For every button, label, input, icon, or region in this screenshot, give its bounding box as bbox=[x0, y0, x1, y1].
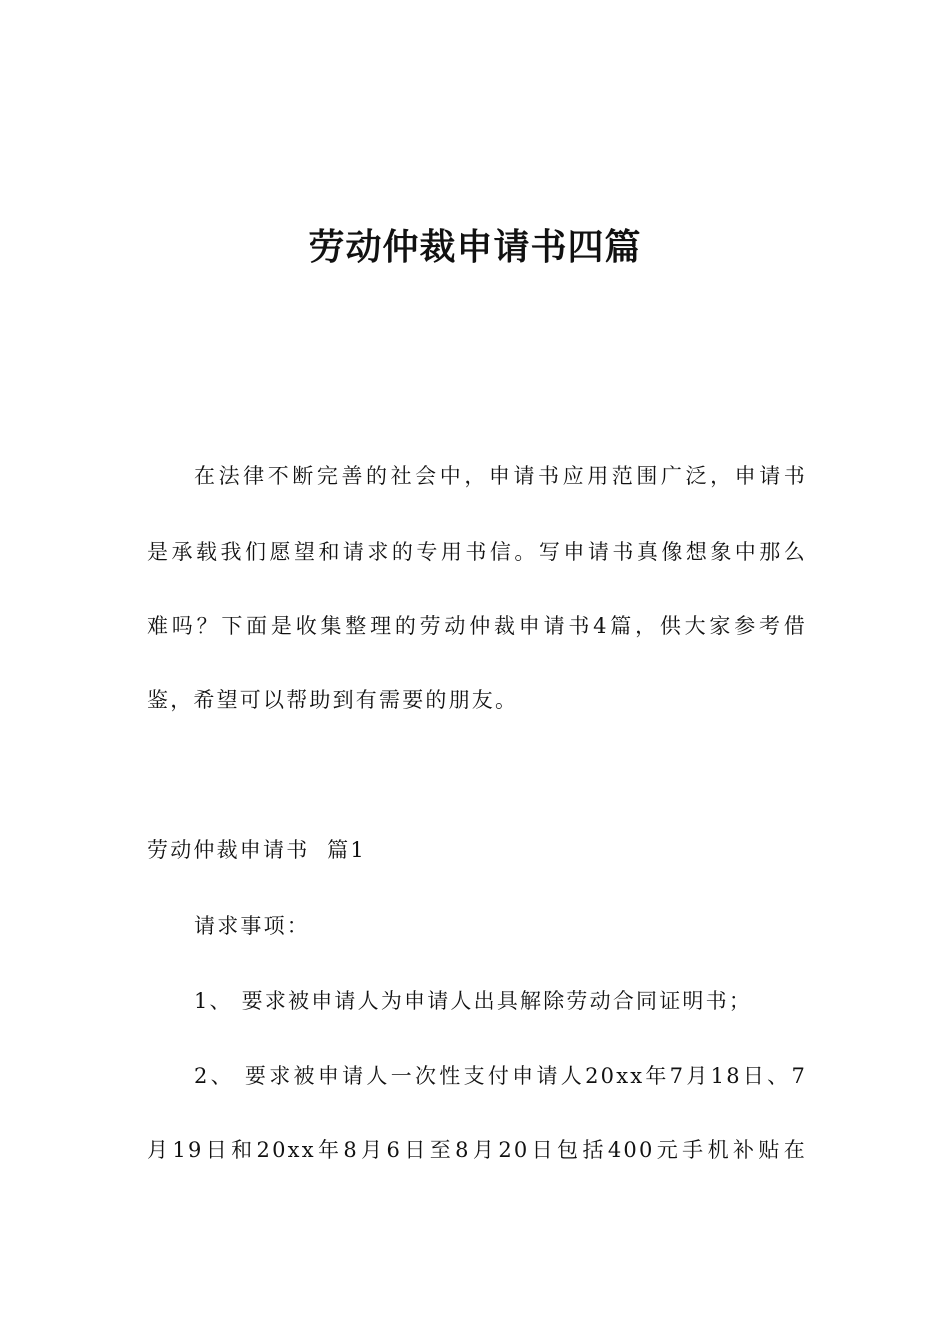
intro-line-4: 鉴，希望可以帮助到有需要的朋友。 bbox=[147, 688, 519, 712]
section-heading: 劳动仲裁申请书 篇1 bbox=[147, 838, 366, 862]
intro-line-2: 是承载我们愿望和请求的专用书信。写申请书真像想象中那么 bbox=[147, 540, 807, 564]
request-item-1: 1、 要求被申请人为申请人出具解除劳动合同证明书； bbox=[194, 989, 753, 1013]
document-title: 劳动仲裁申请书四篇 bbox=[308, 227, 642, 268]
request-label: 请求事项： bbox=[194, 914, 310, 938]
intro-line-1: 在法律不断完善的社会中，申请书应用范围广泛，申请书 bbox=[194, 464, 807, 488]
intro-line-3: 难吗？下面是收集整理的劳动仲裁申请书4篇，供大家参考借 bbox=[147, 614, 807, 638]
request-item-2-line-2: 月19日和20xx年8月6日至8月20日包括400元手机补贴在 bbox=[147, 1138, 807, 1162]
request-item-2-line-1: 2、 要求被申请人一次性支付申请人20xx年7月18日、7 bbox=[194, 1064, 807, 1088]
